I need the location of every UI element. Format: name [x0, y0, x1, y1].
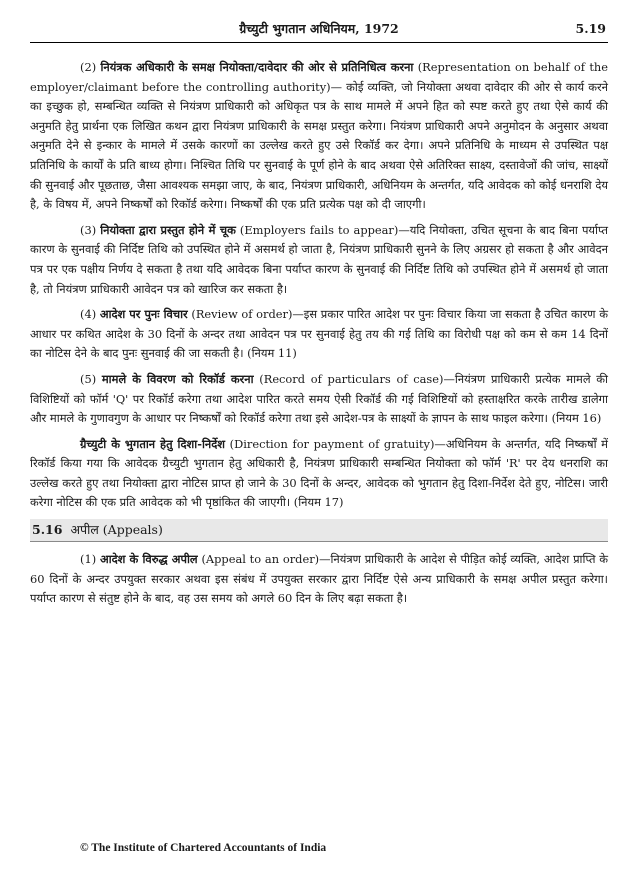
page-footer: © The Institute of Chartered Accountants of India [80, 842, 327, 854]
paragraph-marker: (5) [80, 371, 97, 386]
paragraph-text: नियंत्रण प्राधिकारी प्रत्येक मामले की विशिष्टियों को फॉर्म 'Q' पर रिकॉर्ड करेगा तथा आदेश पारित करते समय ऐसी रिकॉर्ड की गई विशिष्टियों को हस्ताक्षरित करके तारीख डालेगा और मामले के गुणावगुण के आधार पर निष्कर्षों को रिकॉर्ड करेगा तथा इसे आदेश-पत्र के साक्ष्यों के ज्ञापन के साथ फाइल करेगा। (नियम 16) [30, 371, 608, 426]
paragraph-representation [30, 58, 608, 215]
paragraph-heading: आदेश के विरुद्ध अपील [99, 552, 198, 567]
paragraph-heading: नियंत्रक अधिकारी के समक्ष नियोक्ता/दावेदार की ओर से प्रतिनिधित्व करना [100, 60, 414, 74]
header-divider [30, 42, 608, 43]
paragraph-text: नियंत्रण प्राधिकारी के आदेश से पीड़ित कोई व्यक्ति, आदेश प्राप्ति के 60 दिनों के अन्दर उपयुक्त सरकार अथवा इस संबंध में उपयुक्त सरकार द्वारा निर्दिष्ट ऐसे अन्य प्राधिकारी के समक्ष अपील प्रस्तुत करेगा। पर्याप्त कारण से संतुष्ट होने के बाद, वह उस समय को अगले 60 दिन के लिए बढ़ा सकता है। [30, 552, 609, 606]
paragraph-heading: मामले के विवरण को रिकॉर्ड करना [101, 371, 254, 386]
paragraph-text: इस प्रकार पारित आदेश पर पुनः विचार किया जा सकता है उचित कारण के आधार पर कथित आदेश के 30 दिनों के अन्दर तथा आवेदन पत्र पर सुनवाई हेतु तय की गई तिथि का विरोधी पक्ष को कम से कम 14 दिनों का नोटिस देने के बाद पुनः सुनवाई की जा सकती है। (नियम 11) [30, 307, 608, 361]
paragraph-english-heading: (Direction for payment of gratuity)— [229, 436, 446, 451]
paragraph-marker: (3) [80, 222, 97, 237]
paragraph-english-heading: (Employers fails to appear)— [239, 222, 410, 237]
paragraph-heading: आदेश पर पुनः विचार [99, 307, 188, 322]
paragraph-english-heading: (Record of particulars of case)— [259, 371, 455, 386]
paragraph-employer-default [30, 221, 608, 299]
paragraph-text: यदि नियोक्ता, उचित सूचना के बाद बिना पर्याप्त कारण के सुनवाई की निर्दिष्ट तिथि को उपस्थित होने में असमर्थ हो जाता है, नियंत्रण प्राधिकारी सुनने के लिए अग्रसर हो सकता है और आवेदन पत्र पर एक पक्षीय निर्णय दे सकता है तथा यदि आवेदक बिना पर्याप्त कारण के सुनवाई की निर्दिष्ट तिथि को उपस्थित होने में असमर्थ हो जाता है, तो नियंत्रण प्राधिकारी आवेदन पत्र को खारिज कर सकता है। [30, 222, 608, 296]
running-title: ग्रैच्युटी भुगतान अधिनियम, 1972 [239, 21, 399, 36]
page-body [30, 58, 608, 609]
paragraph-appeal-to-order [30, 550, 608, 609]
page-number: 5.19 [575, 21, 606, 36]
paragraph-marker: (1) [80, 552, 97, 567]
paragraph-heading: ग्रैच्युटी के भुगतान हेतु दिशा-निर्देश [80, 436, 226, 451]
paragraph-english-heading: (Review of order)— [191, 307, 304, 322]
section-number: 5.16 [32, 522, 63, 538]
paragraph-record-of-particulars [30, 370, 608, 429]
paragraph-payment-direction [30, 435, 608, 513]
paragraph-english-heading: (Appeal to an order)— [201, 552, 331, 567]
page-header [30, 18, 608, 40]
paragraph-review-of-order [30, 305, 608, 364]
paragraph-text: अधिनियम के अन्तर्गत, यदि निष्कर्षों में रिकॉर्ड किया गया कि आवेदक ग्रैच्युटी भुगतान हेतु अधिकारी है, नियंत्रण प्राधिकारी सम्बन्धित नियोक्ता को फॉर्म 'R' पर देय धनराशि का उल्लेख करते हुए तथा नियोक्ता द्वारा नोटिस प्राप्त हो जाने के 30 दिनों के अन्दर, आवेदक को भुगतान हेतु दिशा-निर्देश देते हुए, नोटिस। जारी करेगा नोटिस की एक प्रति आवेदक को भी पृष्ठांकित की जाएगी। (नियम 17) [30, 436, 609, 510]
paragraph-marker: (2) [80, 60, 97, 74]
paragraph-heading: नियोक्ता द्वारा प्रस्तुत होने में चूक [100, 222, 236, 237]
paragraph-english-heading: (Representation on behalf of the employer/claimant before the controlling authority)— [30, 60, 608, 94]
section-title: अपील (Appeals) [70, 522, 163, 538]
section-heading [30, 519, 608, 542]
paragraph-text: कोई व्यक्ति, जो नियोक्ता अथवा दावेदार की ओर से कार्य करने का इच्छुक हो, सम्बन्धित व्यक्ति से नियंत्रण प्राधिकारी को अधिकृत पत्र के साथ मामले में अपने हित को स्पष्ट करते हुए तथा ऐसे कार्य की अनुमति हेतु प्रार्थना एक लिखित कथन द्वारा नियंत्रण प्राधिकारी के समक्ष प्रस्तुत करेगा। नियंत्रण प्राधिकारी अपने अनुमोदन के अनुसार अथवा अनुमति देने से इन्कार के मामले में उसके कारणों का उल्लेख करते हुए उसे रिकॉर्ड कर देगा। अपने प्रतिनिधि के माध्यम से उपस्थित पक्ष प्रतिनिधि के कार्यों के प्रति बाध्य होगा। निश्चित तिथि पर सुनवाई के पूर्ण होने के बाद अथवा ऐसे अतिरिक्त साक्ष्य, दस्तावेजों की जांच, साक्ष्यों की सुनवाई और पूछताछ, जैसा आवश्यक समझा जाए, के बाद, नियंत्रण प्राधिकारी, अधिनियम के अन्तर्गत, यदि आवेदक को कोई धनराशि देय है, के विषय में, अपने निष्कर्षों को रिकॉर्ड करेगा। निष्कर्षों की एक प्रति प्रत्येक पक्ष को दी जाएगी। [30, 79, 608, 212]
paragraph-marker: (4) [80, 307, 97, 322]
